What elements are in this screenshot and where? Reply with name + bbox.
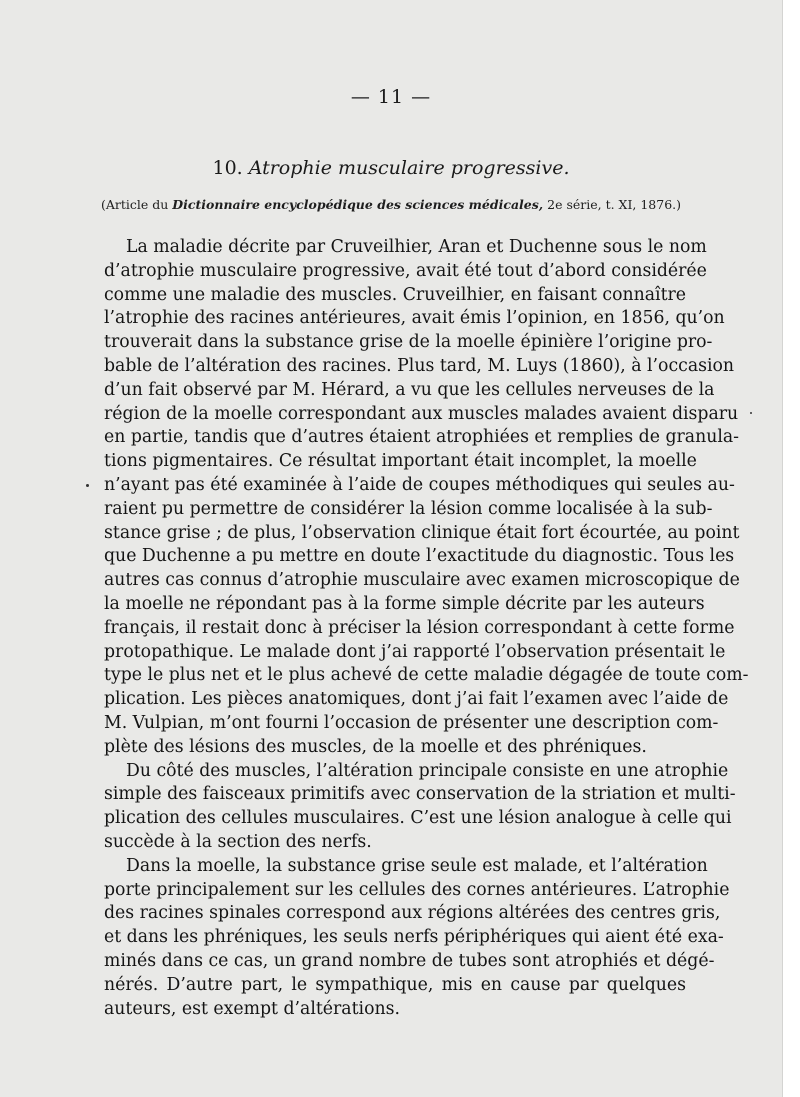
section-heading: [0, 157, 782, 179]
citation-note: [0, 197, 782, 212]
scan-speck: [86, 484, 89, 487]
text-line: type le plus net et le plus achevé de cette maladie dégagée de toute com-: [104, 665, 749, 686]
text-line: trouverait dans la substance grise de la moelle épinière l’origine pro-: [104, 332, 713, 353]
text-line: comme une maladie des muscles. Cruveilhier, en faisant connaître: [104, 284, 687, 305]
text-line: nérés. D’autre part, le sympathique, mis en cause par quelques: [104, 974, 686, 995]
text-line: autres cas connus d’atrophie musculaire avec examen microscopique de: [104, 570, 740, 591]
text-line: et dans les phréniques, les seuls nerfs périphériques qui aient été exa-: [104, 927, 724, 948]
text-line: français, il restait donc à préciser la lésion correspondant à cette forme: [104, 617, 735, 638]
scan-speck: [750, 412, 752, 414]
page-margin-strip: [783, 0, 800, 1097]
text-line: bable de l’altération des racines. Plus tard, M. Luys (1860), à l’occasion: [104, 355, 735, 376]
text-line: l’atrophie des racines antérieures, avait émis l’opinion, en 1856, qu’on: [104, 308, 725, 329]
text-line: porte principalement sur les cellules des cornes antérieures. L’atrophie: [104, 879, 730, 900]
text-line: n’ayant pas été examinée à l’aide de coupes méthodiques qui seules au-: [104, 474, 735, 495]
text-line: d’un fait observé par M. Hérard, a vu que les cellules nerveuses de la: [104, 379, 715, 400]
text-line: Du côté des muscles, l’altération principale consiste en une atrophie: [126, 760, 729, 781]
citation-suffix: 2e série, t. XI, 1876.): [547, 197, 681, 212]
text-line: région de la moelle correspondant aux muscles malades avaient disparu: [104, 403, 739, 424]
text-line: en partie, tandis que d’autres étaient atrophiées et remplies de granula-: [104, 427, 740, 448]
paragraph: [104, 236, 749, 760]
text-line: d’atrophie musculaire progressive, avait été tout d’abord considérée: [104, 260, 707, 281]
text-line: plication. Les pièces anatomiques, dont j’ai fait l’examen avec l’aide de: [104, 689, 729, 710]
citation-prefix: (Article du: [100, 197, 169, 212]
text-line: plication des cellules musculaires. C’est une lésion analogue à celle qui: [104, 808, 732, 829]
paragraph: [104, 855, 730, 1022]
text-line: simple des faisceaux primitifs avec conservation de la striation et multi-: [104, 784, 736, 805]
paragraph: [104, 760, 736, 855]
text-line: stance grise ; de plus, l’observation clinique était fort écourtée, au point: [104, 522, 740, 543]
text-line: Dans la moelle, la substance grise seule est malade, et l’altération: [126, 855, 708, 876]
text-line: minés dans ce cas, un grand nombre de tubes sont atrophiés et dégé-: [104, 950, 715, 971]
text-line: tions pigmentaires. Ce résultat important était incomplet, la moelle: [104, 451, 697, 472]
text-line: que Duchenne a pu mettre en doute l’exactitude du diagnostic. Tous les: [104, 546, 735, 567]
page-number: — 11 —: [350, 86, 432, 108]
text-line: protopathique. Le malade dont j’ai rapporté l’observation présentait le: [104, 641, 726, 662]
text-line: des racines spinales correspond aux régions altérées des centres gris,: [104, 903, 721, 924]
text-line: La maladie décrite par Cruveilhier, Aran et Duchenne sous le nom: [126, 237, 707, 257]
text-line: la moelle ne répondant pas à la forme simple décrite par les auteurs: [104, 593, 705, 614]
citation-work: Dictionnaire encyclopédique des sciences médicales,: [172, 197, 544, 212]
text-line: plète des lésions des muscles, de la moelle et des phréniques.: [104, 736, 647, 757]
text-line: M. Vulpian, m’ont fourni l’occasion de présenter une description com-: [104, 712, 719, 733]
text-line: succède à la section des nerfs.: [104, 831, 372, 852]
body-text: [104, 236, 749, 1021]
section-title: Atrophie musculaire progressive.: [248, 157, 570, 179]
text-line: auteurs, est exempt d’altérations.: [104, 998, 400, 1019]
section-number: 10.: [212, 157, 243, 179]
text-line: raient pu permettre de considérer la lésion comme localisée à la sub-: [104, 498, 713, 519]
